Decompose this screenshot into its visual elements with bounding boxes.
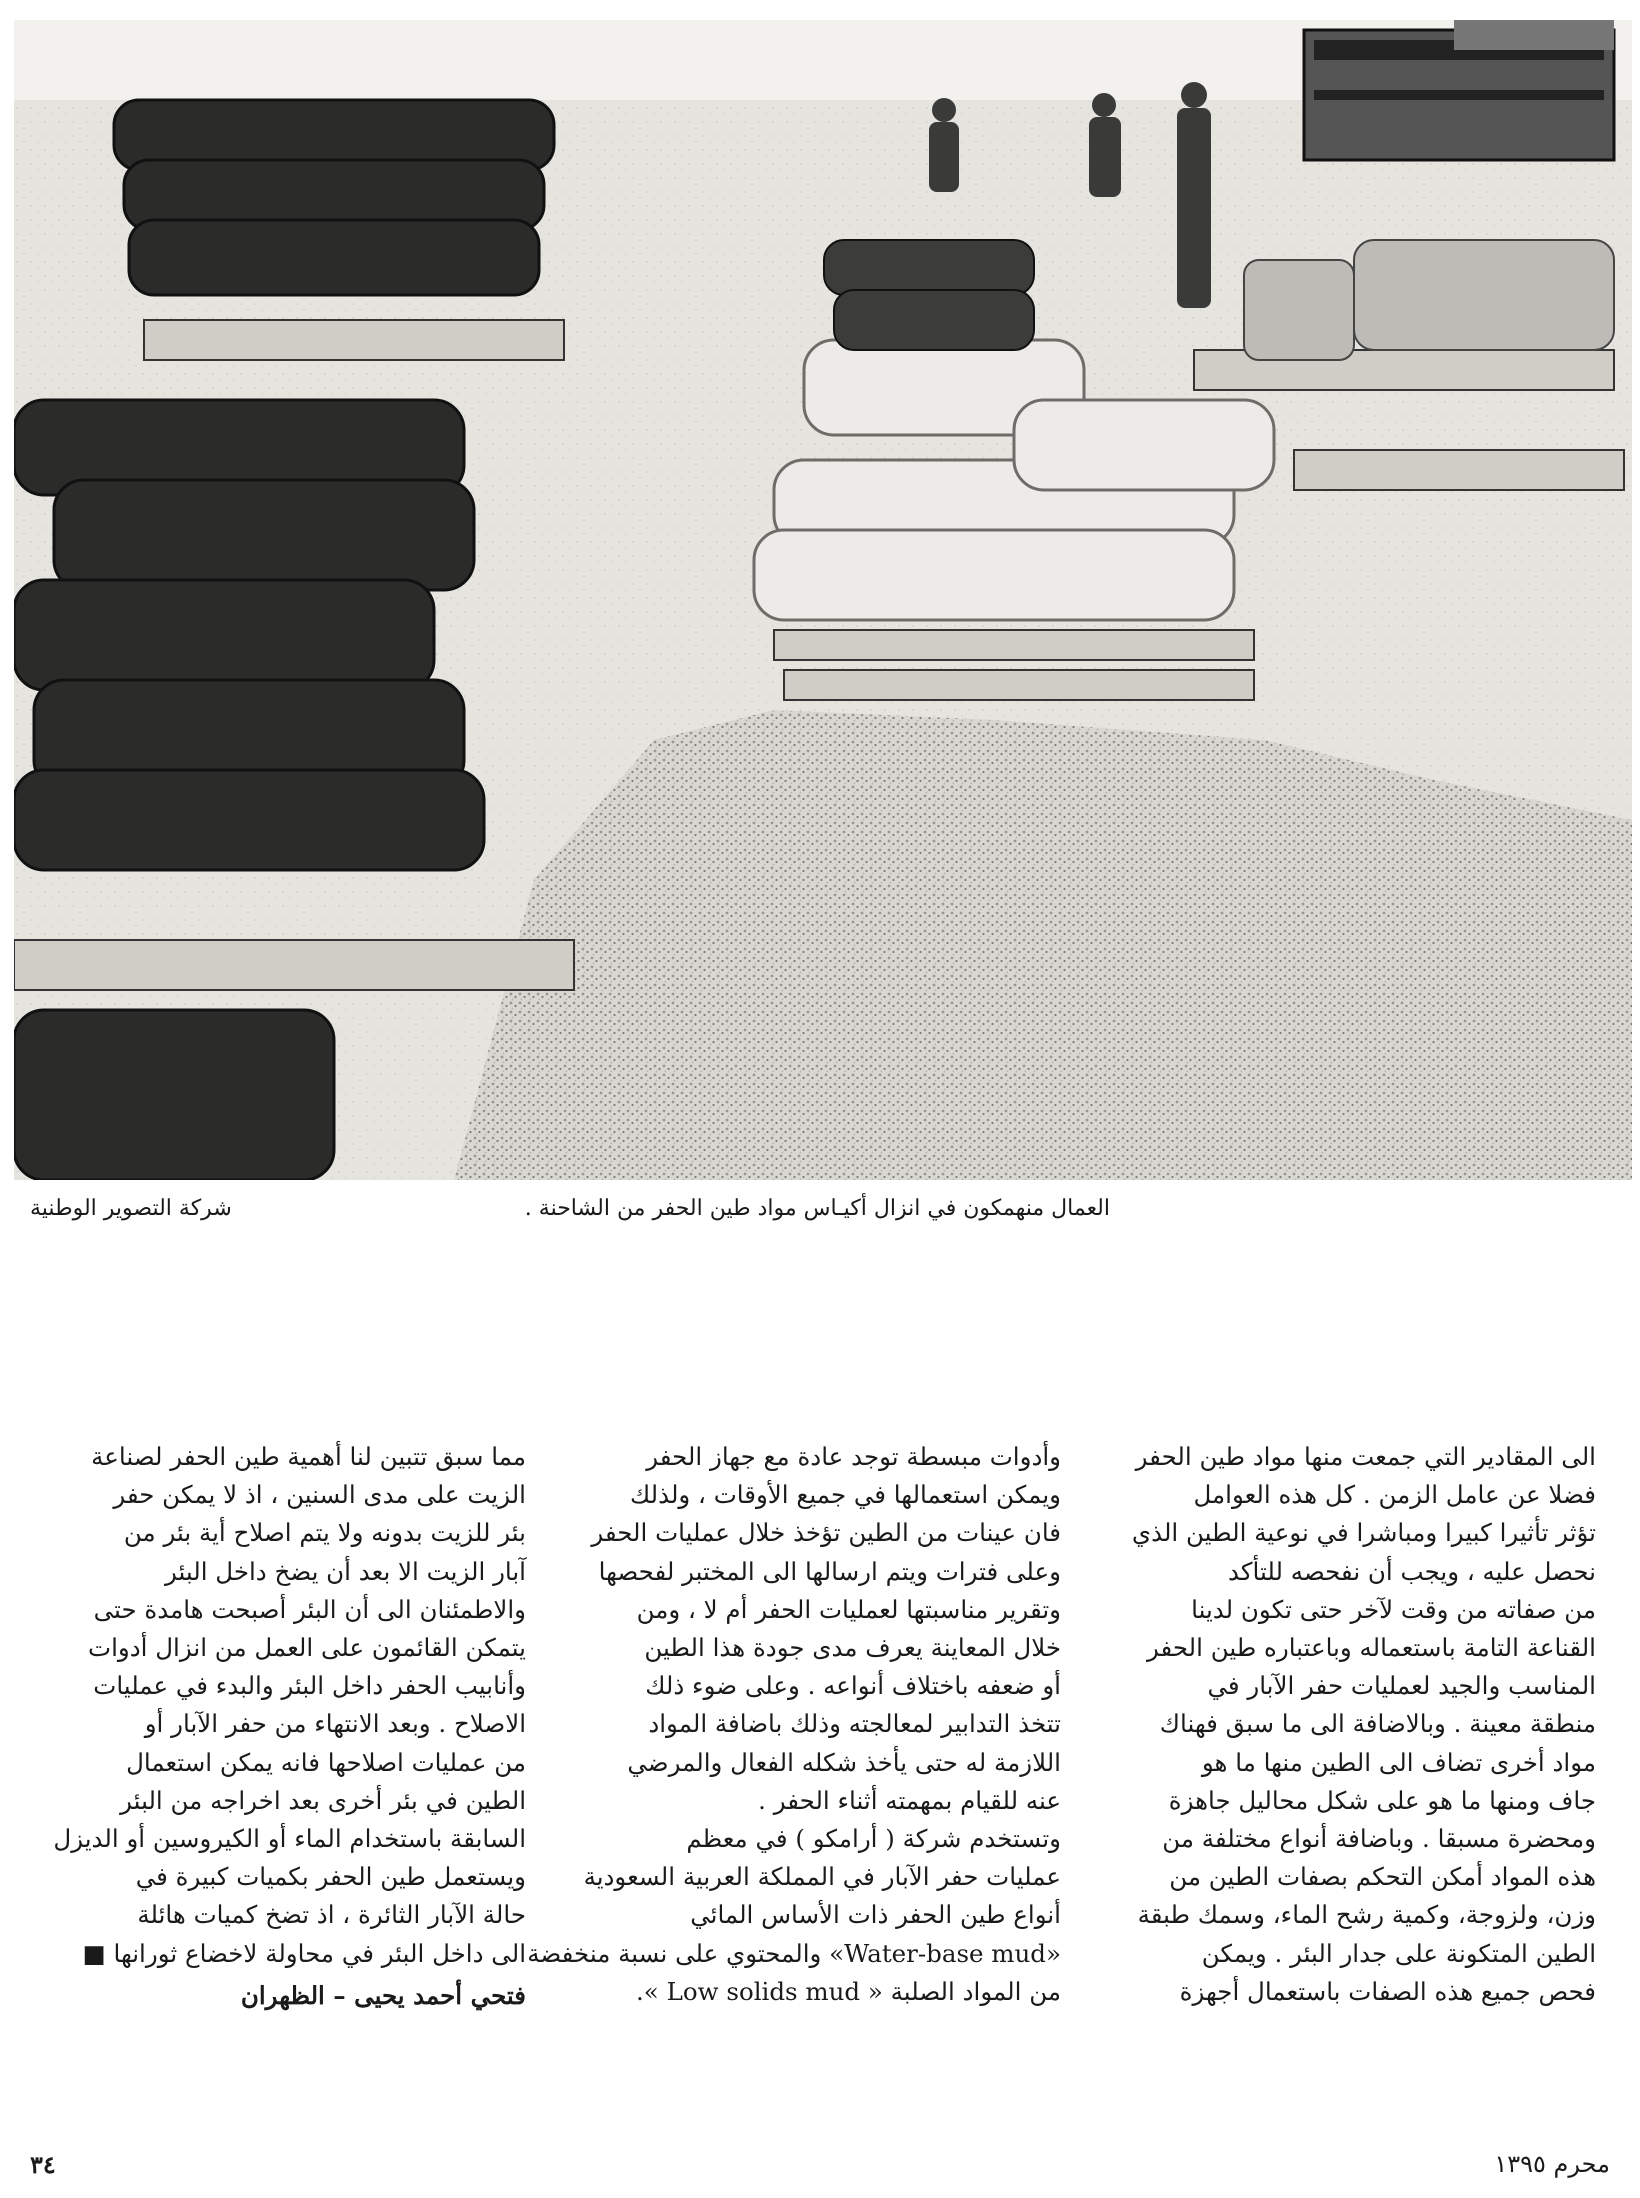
text-line: فحص جميع هذه الصفات باستعمال أجهزة	[1179, 1976, 1596, 2006]
text-line: منطقة معينة . وبالاضافة الى ما سبق فهناك	[1159, 1709, 1596, 1739]
text-line: حالة الآبار الثائرة ، اذ تضخ كميات هائلة	[137, 1900, 526, 1930]
issue-date: محرم ١٣٩٥	[1494, 2150, 1610, 2178]
text-line: خلال المعاينة يعرف مدى جودة هذا الطين	[644, 1633, 1061, 1663]
text-line: تؤثر تأثيرا كبيرا ومباشرا في نوعية الطين الذي	[1131, 1518, 1596, 1548]
text-line: الطين المتكونة على جدار البئر . ويمكن	[1201, 1938, 1596, 1968]
page-number: ٣٤	[30, 2150, 56, 2179]
text-line: الى داخل البئر في محاولة لاخضاع ثورانها ■	[82, 1938, 526, 1968]
article-column-2	[527, 1438, 1061, 2078]
text-line: الزيت على مدى السنين ، اذ لا يمكن حفر	[113, 1480, 526, 1510]
article-column-3	[48, 1438, 526, 2078]
text-line: وتستخدم شركة ( أرامكو ) في معظم	[686, 1824, 1061, 1854]
text-line: فضلا عن عامل الزمن . كل هذه العوامل	[1193, 1480, 1596, 1510]
text-line: ويمكن استعمالها في جميع الأوقات ، ولذلك	[629, 1480, 1061, 1510]
text-line: من صفاته من وقت لآخر حتى تكون لدينا	[1191, 1594, 1596, 1624]
text-line: الطين في بئر أخرى بعد اخراجه من البئر	[120, 1785, 526, 1815]
column-text	[1118, 1438, 1596, 2011]
text-line: من عمليات اصلاحها فانه يمكن استعمال	[126, 1747, 526, 1777]
photo-caption-bar	[30, 1196, 1610, 1236]
photo-caption: العمال منهمكون في انزال أكيـاس مواد طين الحفر من الشاحنة .	[524, 1196, 1110, 1221]
text-line: وأدوات مبسطة توجد عادة مع جهاز الحفر	[646, 1442, 1061, 1471]
text-line: الى المقادير التي جمعت منها مواد طين الحفر	[1135, 1442, 1596, 1471]
text-line: وأنابيب الحفر داخل البئر والبدء في عمليات	[93, 1671, 526, 1701]
text-line: عمليات حفر الآبار في المملكة العربية السعودية	[583, 1862, 1061, 1892]
photo-credit: شركة التصوير الوطنية	[30, 1196, 232, 1221]
text-line: آبار الزيت الا بعد أن يضخ داخل البئر	[164, 1556, 526, 1586]
text-line: مواد أخرى تضاف الى الطين منها ما هو	[1201, 1747, 1596, 1777]
page-footer	[30, 2150, 1610, 2186]
text-line: جاف ومنها ما هو على شكل محاليل جاهزة	[1168, 1785, 1596, 1815]
text-line: وعلى فترات ويتم ارسالها الى المختبر لفحصها	[598, 1556, 1061, 1586]
text-line: الاصلاح . وبعد الانتهاء من حفر الآبار أو	[144, 1709, 526, 1739]
text-line: تتخذ التدابير لمعالجته وذلك باضافة المواد	[648, 1709, 1061, 1739]
text-line: أو ضعفه باختلاف أنواعه . وعلى ضوء ذلك	[645, 1671, 1061, 1701]
text-line: بئر للزيت بدونه ولا يتم اصلاح أية بئر من	[123, 1518, 526, 1548]
text-line: «Water-base mud» والمحتوي على نسبة منخفضة	[527, 1938, 1061, 1968]
text-line: عنه للقيام بمهمته أثناء الحفر .	[758, 1785, 1061, 1815]
text-line: السابقة باستخدام الماء أو الكيروسين أو الديزل	[53, 1824, 526, 1854]
article-column-1	[1118, 1438, 1596, 2078]
text-line: أنواع طين الحفر ذات الأساس المائي	[690, 1900, 1061, 1930]
text-line: يتمكن القائمون على العمل من انزال أدوات	[88, 1633, 526, 1663]
text-line: فان عينات من الطين تؤخذ خلال عمليات الحفر	[591, 1518, 1061, 1548]
article-byline: فتحي أحمد يحيى – الظهران	[240, 1980, 526, 2010]
text-line: القناعة التامة باستعماله وباعتباره طين الحفر	[1146, 1633, 1596, 1663]
text-line: مما سبق تتبين لنا أهمية طين الحفر لصناعة	[91, 1442, 526, 1471]
text-line: اللازمة له حتى يأخذ شكله الفعال والمرضي	[627, 1747, 1061, 1777]
text-line: المناسب والجيد لعمليات حفر الآبار في	[1207, 1671, 1596, 1701]
text-line: نحصل عليه ، ويجب أن نفحصه للتأكد	[1227, 1556, 1596, 1586]
text-line: وتقرير مناسبتها لعمليات الحفر أم لا ، ومن	[636, 1594, 1061, 1624]
photo-illustration	[14, 20, 1632, 1180]
article-photo	[14, 20, 1632, 1180]
text-line: والاطمئنان الى أن البئر أصبحت هامدة حتى	[93, 1594, 526, 1624]
column-text	[48, 1438, 526, 1973]
column-text	[527, 1438, 1061, 2011]
text-line: ومحضرة مسبقا . وباضافة أنواع مختلفة من	[1162, 1824, 1596, 1854]
article-body	[48, 1438, 1596, 2078]
text-line: ويستعمل طين الحفر بكميات كبيرة في	[135, 1862, 526, 1892]
text-line: هذه المواد أمكن التحكم بصفات الطين من	[1169, 1862, 1596, 1892]
text-line: وزن، ولزوجة، وكمية رشح الماء، وسمك طبقة	[1137, 1900, 1596, 1930]
text-line: من المواد الصلبة « Low solids mud ».	[636, 1976, 1061, 2006]
